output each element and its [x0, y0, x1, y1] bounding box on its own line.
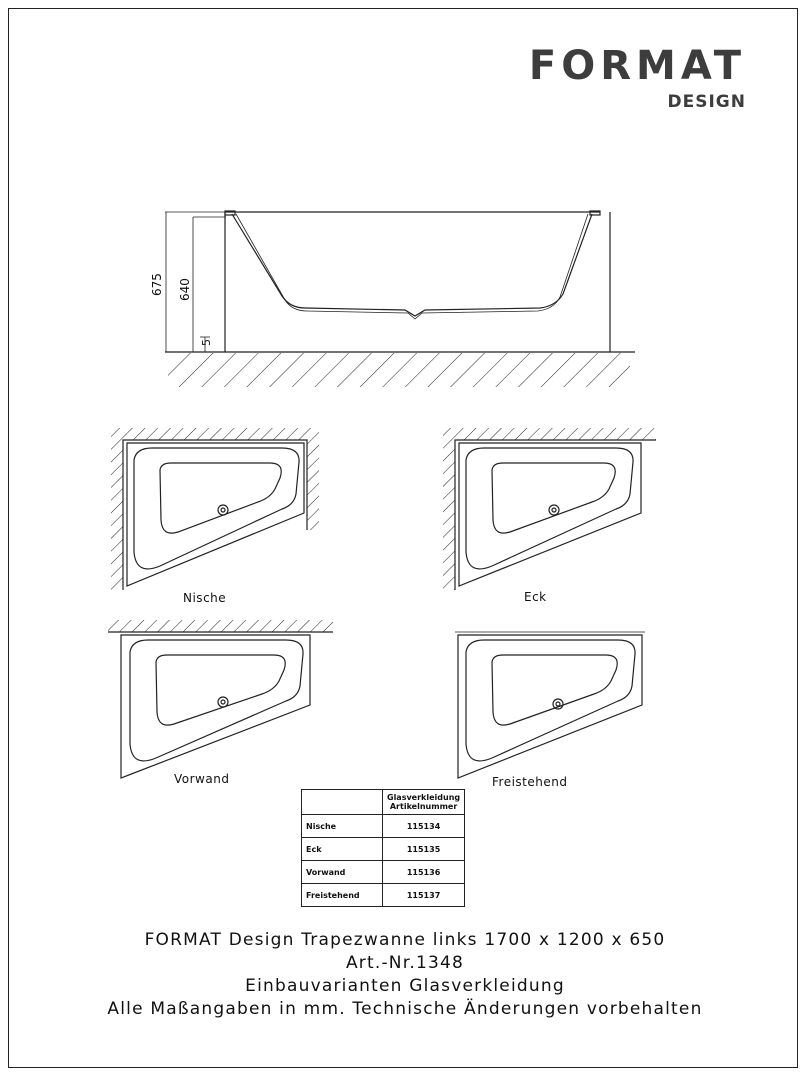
variant-label-freistehend: Freistehend: [492, 775, 568, 789]
caption-title: FORMAT Design Trapezwanne links 1700 x 1200 x 650: [144, 930, 666, 950]
logo-main-text: FORMAT: [528, 43, 746, 89]
tub-outer-contour: [232, 214, 592, 316]
table-header-line2: Artikelnummer: [389, 802, 458, 811]
variant-eck-drawing: [443, 428, 656, 590]
variant-freistehend-drawing: [455, 632, 645, 778]
dim-640-label: 640: [178, 278, 192, 301]
variant-vorwand-drawing: [108, 620, 333, 778]
table-cell-number: 115136: [383, 861, 465, 884]
table-header-empty: [302, 790, 383, 815]
table-cell-name: Nische: [302, 815, 383, 838]
table-header-row: [302, 790, 465, 815]
dim-5-label: 5: [200, 339, 213, 346]
table-header-cell: [383, 790, 465, 815]
article-number-table: [301, 789, 465, 907]
table-header-line1: Glasverkleidung: [387, 793, 461, 802]
caption-article-number: Art.-Nr.1348: [345, 953, 465, 973]
table-row: [302, 815, 465, 838]
variant-label-eck: Eck: [524, 590, 547, 604]
variant-label-vorwand: Vorwand: [174, 772, 230, 786]
table-cell-name: Vorwand: [302, 861, 383, 884]
logo-sub-text: DESIGN: [667, 92, 746, 112]
table-row: [302, 861, 465, 884]
table-cell-number: 115135: [383, 838, 465, 861]
table-row: [302, 884, 465, 907]
table-cell-number: 115134: [383, 815, 465, 838]
table-cell-name: Freistehend: [302, 884, 383, 907]
variant-label-nische: Nische: [183, 591, 227, 605]
dim-675-label: 675: [150, 273, 164, 296]
variant-nische-drawing: [111, 428, 319, 590]
caption-subtitle: Einbauvarianten Glasverkleidung: [245, 976, 565, 996]
side-elevation: [165, 211, 635, 387]
table-cell-number: 115137: [383, 884, 465, 907]
caption-disclaimer: Alle Maßangaben in mm. Technische Änderungen vorbehalten: [107, 999, 703, 1019]
table-row: [302, 838, 465, 861]
floor-hatch: [168, 353, 630, 387]
table-cell-name: Eck: [302, 838, 383, 861]
